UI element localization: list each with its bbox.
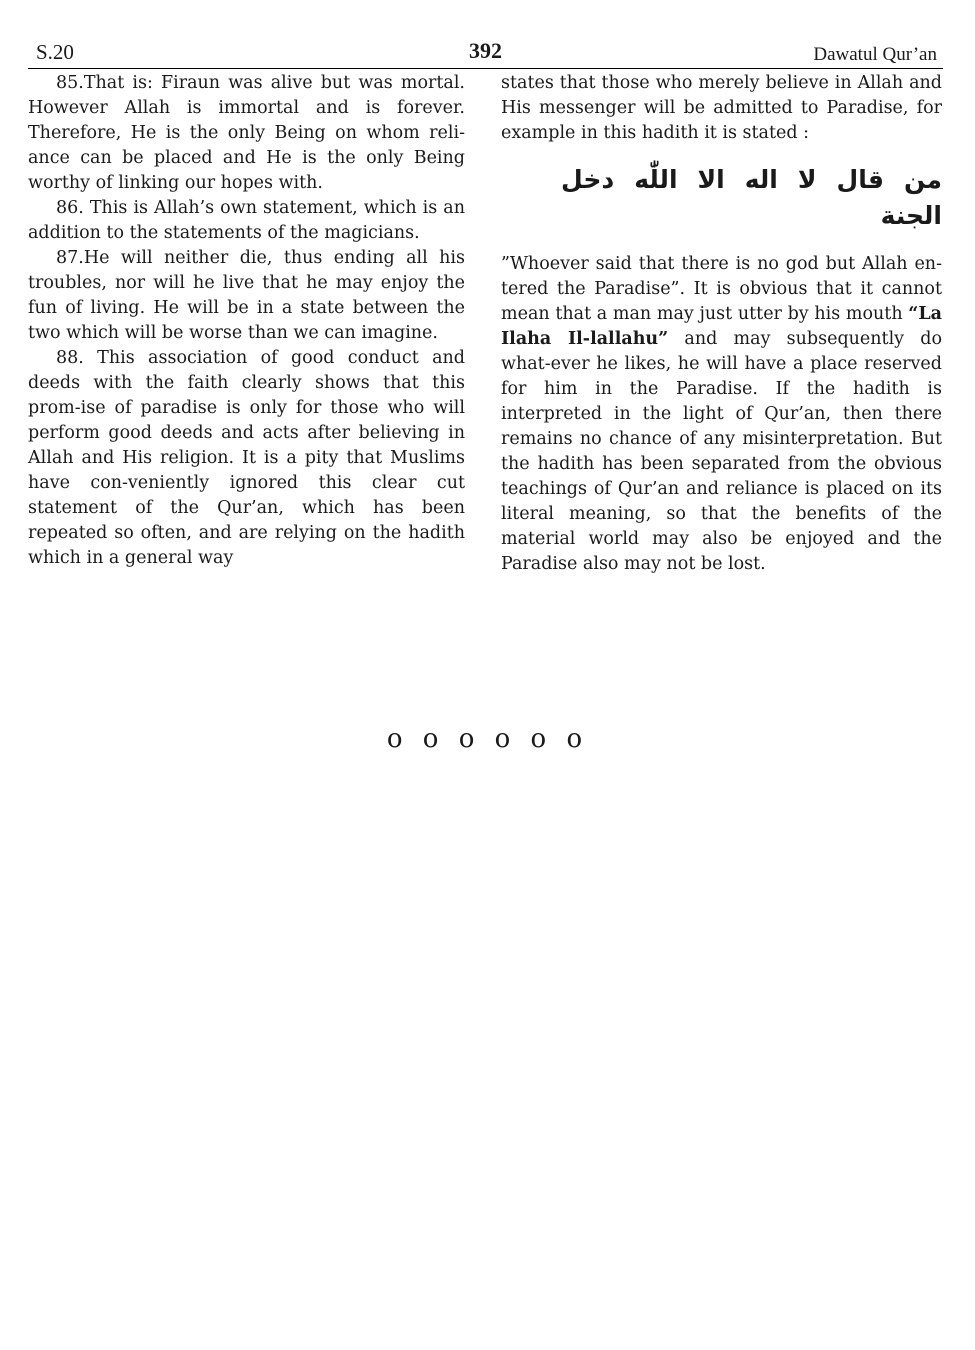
section-end-ornament: o o o o o o xyxy=(386,724,589,754)
surah-reference: S.20 xyxy=(36,40,74,64)
note-85: 85.That is: Firaun was alive but was mortal. However Allah is immortal and is forever. Therefore, He is the only Being on whom reli-ance can be placed and He is the only Being worthy of linking our hopes with. xyxy=(28,73,465,193)
translation-part-1: ”Whoever said that there is no god but Allah en-tered the Paradise”. It is obvious that it cannot mean that a man may just utter by his mouth xyxy=(501,254,942,324)
note-86: 86. This is Allah’s own statement, which is an addition to the statements of the magicians. xyxy=(28,198,465,243)
book-title: Dawatul Qur’an xyxy=(813,44,937,65)
note-88: 88. This association of good conduct and deeds with the faith clearly shows that this prom-ise of paradise is only for those who will perform good deeds and acts after believing in Allah and His religion. It is a pity that Muslims have con-veniently ignored this clear cut statement of the Qur’an, which has been repeated so often, and are relying on the hadith which in a general way xyxy=(28,348,465,568)
left-column xyxy=(28,71,465,571)
page-header xyxy=(28,36,943,69)
page-number: 392 xyxy=(469,38,502,63)
right-column xyxy=(501,71,942,577)
arabic-hadith: من قال لا اله الا اللّٰه دخل الجنة xyxy=(561,165,942,230)
hadith-translation xyxy=(501,252,942,577)
bold-phrase: “La Ilaha Il-lallahu” xyxy=(501,304,942,349)
note-88-continuation: states that those who merely believe in Allah and His messenger will be admitted to Paradise, for example in this hadith it is stated : xyxy=(501,73,942,143)
note-87: 87.He will neither die, thus ending all his troubles, nor will he live that he may enjoy the fun of living. He will be in a state between the two which will be worse than we can imagine. xyxy=(28,248,465,343)
translation-part-2: and may subsequently do what-ever he likes, he will have a place reserved for him in the Paradise. If the hadith is interpreted in the light of Qur’an, then there remains no chance of any misinterpretation. But the hadith has been separated from the obvious teachings of Qur’an and reliance is placed on its literal meaning, so that the benefits of the material world may also be enjoyed and the Paradise also may not be lost. xyxy=(501,329,943,574)
